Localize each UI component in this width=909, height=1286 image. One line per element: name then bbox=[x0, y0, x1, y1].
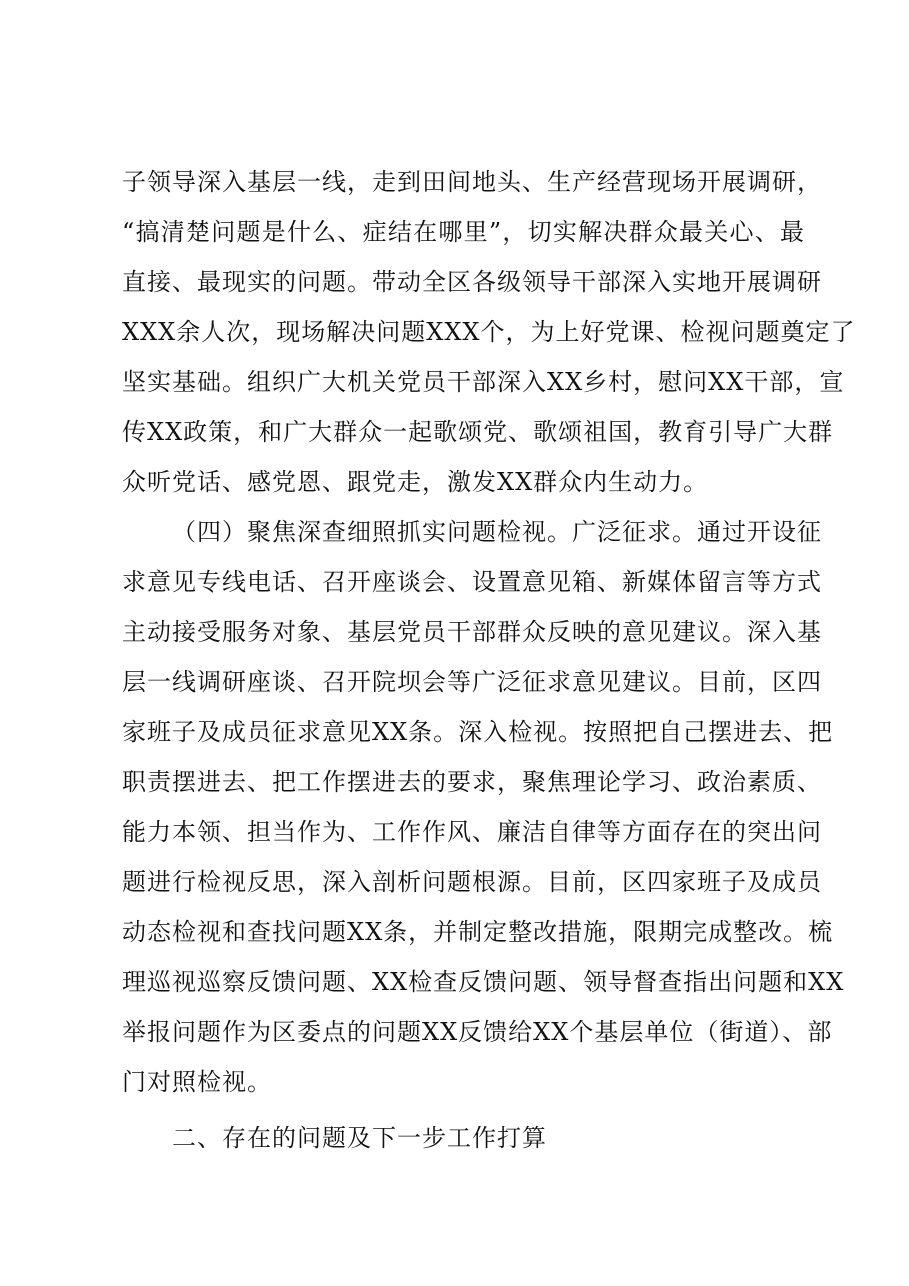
paragraph-line: 层一线调研座谈、召开院坝会等广泛征求意见建议。目前，区四 bbox=[122, 668, 822, 696]
paragraph-line: 动态检视和查找问题XX条，并制定整改措施，限期完成整改。梳 bbox=[122, 918, 834, 946]
paragraph-line: 题进行检视反思，深入剖析问题根源。目前，区四家班子及成员 bbox=[122, 868, 822, 896]
paragraph-line: 家班子及成员征求意见XX条。深入检视。按照把自己摆进去、把 bbox=[122, 718, 834, 746]
paragraph-line: 直接、最现实的问题。带动全区各级领导干部深入实地开展调研 bbox=[122, 268, 822, 296]
paragraph-line: 职责摆进去、把工作摆进去的要求，聚焦理论学习、政治素质、 bbox=[122, 768, 822, 796]
paragraph-line: 传XX政策，和广大群众一起歌颂党、歌颂祖国，教育引导广大群 bbox=[122, 418, 834, 446]
paragraph-line: 主动接受服务对象、基层党员干部群众反映的意见建议。深入基 bbox=[122, 618, 822, 646]
section-heading: 二、存在的问题及下一步工作打算 bbox=[172, 1124, 547, 1152]
paragraph-line: XXX余人次，现场解决问题XXX个，为上好党课、检视问题奠定了 bbox=[122, 318, 856, 346]
paragraph-line: 举报问题作为区委点的问题XX反馈给XX个基层单位（街道）、部 bbox=[122, 1018, 833, 1046]
paragraph-line: 子领导深入基层一线，走到田间地头、生产经营现场开展调研， bbox=[122, 168, 822, 196]
paragraph-line: （四）聚焦深查细照抓实问题检视。广泛征求。通过开设征 bbox=[172, 518, 822, 546]
paragraph-line: 能力本领、担当作为、工作作风、廉洁自律等方面存在的突出问 bbox=[122, 818, 822, 846]
paragraph-line: 求意见专线电话、召开座谈会、设置意见箱、新媒体留言等方式 bbox=[122, 568, 822, 596]
paragraph-line: 理巡视巡察反馈问题、XX检查反馈问题、领导督查指出问题和XX bbox=[122, 968, 845, 996]
paragraph-line: 门对照检视。 bbox=[122, 1068, 272, 1096]
paragraph-line: 坚实基础。组织广大机关党员干部深入XX乡村，慰问XX干部，宣 bbox=[122, 368, 845, 396]
paragraph-line: “搞清楚问题是什么、症结在哪里”，切实解决群众最关心、最 bbox=[122, 218, 805, 246]
paragraph-line: 众听党话、感党恩、跟党走，激发XX群众内生动力。 bbox=[122, 468, 709, 496]
